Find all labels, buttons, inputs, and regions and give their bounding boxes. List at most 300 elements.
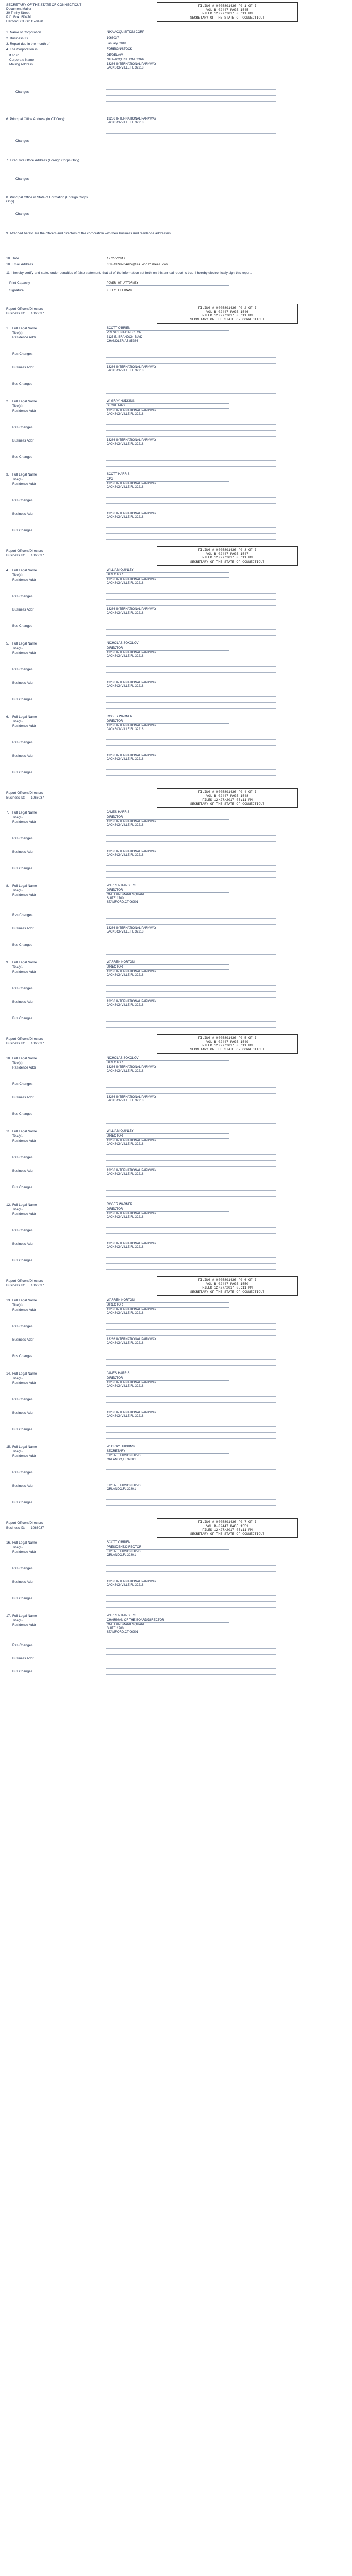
signature-label: Signature [9, 289, 24, 292]
residence-label: Residence Addr [12, 970, 36, 974]
changes-lines[interactable] [106, 164, 276, 182]
stamp-line: VOL B-02447 PAGE 1551 [206, 1524, 248, 1528]
officer-name: JAMES HARRIS [107, 1372, 130, 1375]
stamp-line: VOL B-02447 PAGE 1548 [206, 794, 248, 798]
change-line[interactable] [106, 1317, 276, 1324]
change-line[interactable] [106, 521, 276, 528]
change-line[interactable] [106, 587, 276, 594]
officer-number: 6. [6, 715, 9, 719]
change-line[interactable] [106, 387, 276, 394]
changes-lines[interactable] [106, 1222, 276, 1240]
change-line[interactable] [106, 1566, 276, 1572]
change-line[interactable] [106, 1427, 276, 1433]
officer-number: 13. [6, 1299, 11, 1302]
business-address-line: 13286 INTERNATIONAL PARKWAY [107, 366, 157, 369]
titles-underline [106, 1622, 229, 1623]
change-line[interactable] [106, 358, 276, 364]
officer-name: W. GRAY HUDKINS [107, 400, 135, 403]
business-address-line: 13286 INTERNATIONAL PARKWAY [107, 1580, 157, 1583]
business-address-line: JACKSONVILLE,FL 32218 [107, 1099, 144, 1103]
business-address-label: Business Addr [12, 366, 34, 369]
changes-lines[interactable] [106, 660, 276, 679]
corp-type-value: FOREIGN/STOCK [107, 48, 132, 51]
changes-lines[interactable] [106, 1009, 276, 1028]
change-line[interactable] [106, 498, 276, 504]
change-line[interactable] [106, 697, 276, 703]
full-legal-name-label: Full Legal Name [12, 1541, 37, 1545]
changes-lines[interactable] [106, 859, 276, 878]
stamp-line: SECRETARY OF THE STATE OF CONNECTICUT [190, 802, 265, 806]
mailing-address-line2: JACKSONVILLE,FL 32218 [107, 66, 144, 70]
officer-titles: DIRECTOR [107, 1134, 123, 1138]
change-line[interactable] [106, 534, 276, 540]
corp-name-label: 1. Name of Corporation [6, 31, 41, 35]
changes-lines[interactable] [106, 1075, 276, 1094]
changes-lines[interactable] [106, 1317, 276, 1336]
name-underline [106, 1060, 229, 1061]
change-line[interactable] [106, 1075, 276, 1081]
changes-lines[interactable] [106, 1391, 276, 1409]
titles-label: Title(s) [12, 647, 23, 650]
business-address-line: JACKSONVILLE,FL 32218 [107, 369, 144, 372]
stamp-line: SECRETARY OF THE STATE OF CONNECTICUT [190, 1290, 265, 1294]
change-line[interactable] [106, 1397, 276, 1403]
officer-name: W. GRAY HUDKINS [107, 1445, 135, 1448]
principal-office-formation-label: 8. Principal Office in State of Formation (Foreign Corps Only) [6, 196, 88, 204]
stamp-line: FILING # 0005891436 PG 4 OF 7 [198, 790, 257, 794]
res-changes-label: Res Changes [12, 1643, 33, 1647]
business-id-label: Business ID: [6, 1042, 25, 1045]
change-line[interactable] [106, 906, 276, 912]
change-line[interactable] [106, 1105, 276, 1111]
change-line[interactable] [106, 1148, 276, 1155]
business-address-label: Business Addr [12, 1242, 34, 1246]
officer-number: 11. [6, 1130, 11, 1133]
change-line[interactable] [106, 528, 276, 534]
change-line[interactable] [106, 1500, 276, 1506]
change-line[interactable] [106, 1636, 276, 1642]
bus-changes-label: Bus Changes [12, 1016, 33, 1020]
res-changes-label: Res Changes [12, 595, 33, 598]
change-line[interactable] [106, 1228, 276, 1234]
change-line[interactable] [106, 448, 276, 454]
change-line[interactable] [106, 770, 276, 776]
changes-lines[interactable] [106, 764, 276, 782]
titles-underline [106, 723, 229, 724]
changes-lines[interactable] [106, 1105, 276, 1124]
changes-lines[interactable] [106, 906, 276, 925]
stamp-line: FILED 12/27/2017 05:11 PM [202, 1528, 253, 1532]
change-line[interactable] [106, 594, 276, 600]
change-line[interactable] [106, 919, 276, 925]
change-line[interactable] [106, 630, 276, 636]
changes-lines[interactable] [106, 1251, 276, 1270]
changes-lines[interactable] [106, 690, 276, 709]
bus-changes-label: Bus Changes [12, 698, 33, 701]
titles-label: Title(s) [12, 816, 23, 819]
change-line[interactable] [106, 1589, 276, 1596]
residence-address-line: 13286 INTERNATIONAL PARKWAY [107, 1066, 157, 1069]
change-line[interactable] [106, 1560, 276, 1566]
residence-address-line: SUITE 1700 [107, 897, 124, 900]
stamp-line: SECRETARY OF THE STATE OF CONNECTICUT [190, 560, 265, 564]
full-legal-name-label: Full Legal Name [12, 473, 37, 477]
change-line[interactable] [106, 381, 276, 387]
change-line[interactable] [106, 425, 276, 431]
residence-address-line: JACKSONVILLE,FL 32218 [107, 486, 144, 489]
res-changes-label: Res Changes [12, 913, 33, 917]
titles-label: Title(s) [12, 1208, 23, 1211]
officer-number: 10. [6, 1057, 11, 1060]
titles-underline [106, 1307, 229, 1308]
titles-label: Title(s) [12, 1377, 23, 1380]
full-legal-name-label: Full Legal Name [12, 961, 37, 964]
business-address-line: JACKSONVILLE,FL 32218 [107, 854, 144, 857]
header-line: 30 Trinity Street [6, 11, 30, 15]
change-line[interactable] [106, 345, 276, 351]
change-line[interactable] [106, 1649, 276, 1655]
res-changes-label: Res Changes [12, 987, 33, 990]
change-line[interactable] [106, 986, 276, 992]
changes-lines[interactable] [106, 1560, 276, 1578]
business-id-label: Business ID: [6, 554, 25, 557]
full-legal-name-label: Full Legal Name [12, 1299, 37, 1302]
business-address-label: Business Addr [12, 681, 34, 685]
change-line[interactable] [106, 1596, 276, 1602]
bus-changes-label: Bus Changes [12, 455, 33, 459]
change-line[interactable] [106, 912, 276, 919]
officer-number: 15. [6, 1445, 11, 1449]
officer-name: ROGER WARNER [107, 1203, 133, 1206]
change-line[interactable] [106, 992, 276, 998]
titles-label: Title(s) [12, 965, 23, 969]
officer-name: SCOTT HARRIS [107, 473, 130, 476]
change-line[interactable] [106, 673, 276, 679]
business-address-label: Business Addr [12, 1411, 34, 1415]
changes-lines[interactable] [106, 1589, 276, 1608]
change-line[interactable] [106, 948, 276, 955]
officer-name: WARREN KANDERS [107, 1614, 137, 1617]
signature-value: KELLY LETTMANN [107, 289, 133, 292]
change-line[interactable] [106, 746, 276, 752]
res-changes-label: Res Changes [12, 837, 33, 840]
business-address-line: 13286 INTERNATIONAL PARKWAY [107, 1411, 157, 1414]
change-line[interactable] [106, 942, 276, 948]
changes-lines[interactable] [106, 734, 276, 752]
change-line[interactable] [106, 764, 276, 770]
officer-titles: SECRETARY [107, 404, 126, 408]
changes-lines[interactable] [106, 1347, 276, 1366]
business-address-label: Business Addr [12, 927, 34, 930]
changes-lines[interactable] [106, 1636, 276, 1655]
filing-stamp [157, 304, 298, 324]
change-line[interactable] [106, 1663, 276, 1669]
change-line[interactable] [106, 1403, 276, 1409]
changes-lines[interactable] [106, 1464, 276, 1482]
stamp-line: FILED 12/27/2017 05:11 PM [202, 556, 253, 560]
business-address-label: Business Addr [12, 1169, 34, 1173]
stamp-line: VOL B-02447 PAGE 1550 [206, 1282, 248, 1286]
corporate-name-value: NIKA ACQUISITION CORP [107, 58, 145, 61]
titles-label: Title(s) [12, 573, 23, 577]
print-capacity-line [106, 285, 229, 286]
titles-label: Title(s) [12, 1450, 23, 1453]
bus-changes-label: Bus Changes [12, 1597, 33, 1600]
change-line[interactable] [106, 836, 276, 842]
officer-number: 14. [6, 1372, 11, 1376]
business-address-label: Business Addr [12, 608, 34, 612]
residence-address-line: JACKSONVILLE,FL 32218 [107, 1070, 144, 1073]
changes-lines[interactable] [106, 345, 276, 364]
change-line[interactable] [106, 1184, 276, 1191]
residence-address-line: JACKSONVILLE,FL 32218 [107, 413, 144, 416]
change-line[interactable] [106, 866, 276, 872]
change-line[interactable] [106, 734, 276, 740]
business-id-value: 1066037 [31, 1284, 44, 1287]
residence-address-line: ORLANDO,FL 32801 [107, 1458, 136, 1461]
changes-lines[interactable] [106, 448, 276, 467]
business-address-line: 13286 INTERNATIONAL PARKWAY [107, 1169, 157, 1172]
email-value: CCP-CTSB-DAWRY@imalwoolfsbees.com [107, 263, 168, 266]
business-address-label: Business Addr [12, 439, 34, 443]
changes-lines[interactable] [106, 1494, 276, 1512]
change-line[interactable] [106, 1420, 276, 1427]
change-line[interactable] [106, 623, 276, 630]
business-address-line: 13286 INTERNATIONAL PARKWAY [107, 608, 157, 611]
res-changes-label: Res Changes [12, 1082, 33, 1086]
change-line[interactable] [106, 690, 276, 697]
report-officers-title: Report Officers/Directors [6, 791, 43, 795]
full-legal-name-label: Full Legal Name [12, 569, 37, 572]
officer-name: WILLIAM QUINLEY [107, 569, 134, 572]
business-id-value: 1066037 [31, 312, 44, 315]
change-line[interactable] [106, 1088, 276, 1094]
titles-underline [106, 408, 229, 409]
officer-name: NICHOLAS SOKOLOV [107, 1057, 139, 1060]
change-line[interactable] [106, 454, 276, 461]
certify-note: 11. I hereby certify and state, under penalties of false statement, that all of the information set forth on this annual report is true. I hereby electronically sign this report. [6, 271, 252, 275]
officer-name: WARREN NORTON [107, 961, 135, 964]
residence-address-line: STAMFORD,CT 06901 [107, 901, 139, 904]
titles-label: Title(s) [12, 1134, 23, 1138]
change-line[interactable] [106, 1015, 276, 1022]
officer-name: WILLIAM QUINLEY [107, 1130, 134, 1133]
changes-lines[interactable] [106, 587, 276, 606]
changes-lines[interactable] [106, 617, 276, 636]
business-address-line: 13286 INTERNATIONAL PARKWAY [107, 681, 157, 684]
residence-address-line: JACKSONVILLE,FL 32218 [107, 1385, 144, 1388]
mailing-address-label: Mailing Address [9, 63, 33, 66]
change-line[interactable] [106, 842, 276, 848]
change-line[interactable] [106, 461, 276, 467]
changes-lines[interactable] [106, 521, 276, 540]
residence-address-line: JACKSONVILLE,FL 32218 [107, 1143, 144, 1146]
officer-number: 12. [6, 1203, 11, 1207]
full-legal-name-label: Full Legal Name [12, 327, 37, 330]
change-line[interactable] [106, 1572, 276, 1578]
residence-address-line: JACKSONVILLE,FL 32218 [107, 1312, 144, 1315]
change-line[interactable] [106, 1161, 276, 1167]
change-line[interactable] [106, 1391, 276, 1397]
residence-address-line: 13286 INTERNATIONAL PARKWAY [107, 820, 157, 823]
officer-name: SCOTT O'BRIEN [107, 1541, 131, 1544]
change-line[interactable] [106, 1324, 276, 1330]
bus-changes-label: Bus Changes [12, 1670, 33, 1673]
officer-name: JAMES HARRIS [107, 811, 130, 814]
titles-label: Title(s) [12, 1303, 23, 1307]
changes-lines[interactable] [106, 1148, 276, 1167]
change-line[interactable] [106, 1464, 276, 1470]
change-line[interactable] [106, 431, 276, 437]
principal-office-line1: 13286 INTERNATIONAL PARKWAY [107, 117, 157, 121]
change-line[interactable] [106, 703, 276, 709]
business-id-label: Business ID: [6, 312, 25, 315]
name-underline [106, 403, 229, 404]
changes-lines[interactable] [106, 979, 276, 998]
change-line[interactable] [106, 1251, 276, 1258]
header-line: Document Mailer [6, 7, 32, 11]
change-line[interactable] [106, 1476, 276, 1482]
change-line[interactable] [106, 1009, 276, 1015]
residence-address-line: 13286 INTERNATIONAL PARKWAY [107, 1308, 157, 1311]
change-line[interactable] [106, 1347, 276, 1353]
change-line[interactable] [106, 1178, 276, 1184]
changes-lines[interactable] [106, 200, 276, 218]
stamp-line: VOL B-02447 PAGE 1549 [206, 1040, 248, 1044]
bus-changes-label: Bus Changes [12, 382, 33, 386]
changes-lines[interactable] [106, 829, 276, 848]
changes-lines[interactable] [106, 1663, 276, 1681]
changes-label: Changes [15, 177, 29, 181]
titles-label: Title(s) [12, 478, 23, 481]
changes-lines[interactable] [106, 77, 276, 102]
titles-underline [106, 1549, 229, 1550]
change-line[interactable] [106, 1111, 276, 1117]
change-line[interactable] [106, 1117, 276, 1124]
residence-label: Residence Addr [12, 1550, 36, 1554]
change-line[interactable] [106, 667, 276, 673]
change-line[interactable] [106, 1675, 276, 1681]
change-line[interactable] [106, 1494, 276, 1500]
titles-underline [106, 650, 229, 651]
changes-lines[interactable] [106, 1178, 276, 1197]
change-line[interactable] [106, 1602, 276, 1608]
change-line[interactable] [106, 829, 276, 836]
change-line[interactable] [106, 418, 276, 425]
residence-address-line: ONE LANDMARK SQUARE [107, 893, 146, 896]
residence-address-line: 3120 N. HUDSON BLVD [107, 1550, 141, 1553]
residence-label: Residence Addr [12, 1381, 36, 1385]
stamp-line: SECRETARY OF THE STATE OF CONNECTICUT [190, 1047, 265, 1052]
officer-titles: DIRECTOR [107, 889, 123, 892]
changes-lines[interactable] [106, 418, 276, 437]
business-address-line: JACKSONVILLE,FL 32218 [107, 1584, 144, 1587]
residence-address-line: CHANDLER,AZ 85286 [107, 340, 138, 343]
change-line[interactable] [106, 617, 276, 623]
changes-lines[interactable] [106, 936, 276, 955]
change-line[interactable] [106, 872, 276, 878]
change-line[interactable] [106, 1330, 276, 1336]
titles-label: Title(s) [12, 889, 23, 892]
change-line[interactable] [106, 351, 276, 358]
change-line[interactable] [106, 1191, 276, 1197]
titles-label: Title(s) [12, 404, 23, 408]
change-line[interactable] [106, 1234, 276, 1240]
change-line[interactable] [106, 936, 276, 942]
officer-name: SCOTT O'BRIEN [107, 327, 131, 330]
change-line[interactable] [106, 1081, 276, 1088]
change-line[interactable] [106, 1222, 276, 1228]
officer-titles: DIRECTOR [107, 1303, 123, 1307]
residence-address-line: 13286 INTERNATIONAL PARKWAY [107, 1381, 157, 1384]
change-line[interactable] [106, 1155, 276, 1161]
change-line[interactable] [106, 1506, 276, 1512]
date-value: 12/27/2017 [107, 257, 126, 260]
change-line[interactable] [106, 740, 276, 746]
business-address-label: Business Addr [12, 754, 34, 758]
name-underline [106, 1302, 229, 1303]
change-line[interactable] [106, 1353, 276, 1360]
changes-lines[interactable] [106, 492, 276, 510]
changes-lines[interactable] [106, 128, 276, 146]
residence-label: Residence Addr [12, 578, 36, 582]
res-changes-label: Res Changes [12, 1325, 33, 1328]
change-line[interactable] [106, 600, 276, 606]
change-line[interactable] [106, 375, 276, 381]
change-line[interactable] [106, 1022, 276, 1028]
change-line[interactable] [106, 859, 276, 866]
full-legal-name-label: Full Legal Name [12, 1130, 37, 1133]
business-address-label: Business Addr [12, 1580, 34, 1584]
business-address-label: Business Addr [12, 1657, 34, 1660]
business-address-label: Business Addr [12, 1484, 34, 1488]
bus-changes-label: Bus Changes [12, 529, 33, 532]
change-line[interactable] [106, 1264, 276, 1270]
change-line[interactable] [106, 1360, 276, 1366]
officer-titles: DIRECTOR [107, 647, 123, 650]
stamp-line: FILED 12/27/2017 05:11 PM [202, 1286, 253, 1290]
change-line[interactable] [106, 1433, 276, 1439]
change-line[interactable] [106, 776, 276, 782]
bus-changes-label: Bus Changes [12, 1501, 33, 1504]
officer-titles: DIRECTOR [107, 965, 123, 969]
business-address-label: Business Addr [12, 512, 34, 516]
changes-lines[interactable] [106, 1420, 276, 1439]
change-line[interactable] [106, 1669, 276, 1675]
residence-label: Residence Addr [12, 409, 36, 413]
business-id-label: 2. Business ID [6, 37, 28, 40]
changes-lines[interactable] [106, 375, 276, 394]
change-line[interactable] [106, 504, 276, 510]
residence-address-line: 13286 INTERNATIONAL PARKWAY [107, 724, 157, 727]
titles-underline [106, 1138, 229, 1139]
officer-number: 4. [6, 569, 9, 572]
change-line[interactable] [106, 1642, 276, 1649]
bus-changes-label: Bus Changes [12, 1259, 33, 1262]
officer-number: 9. [6, 961, 9, 964]
residence-label: Residence Addr [12, 336, 36, 340]
change-line[interactable] [106, 492, 276, 498]
name-underline [106, 572, 229, 573]
corporate-name-label: Corporate Name [9, 58, 35, 62]
change-line[interactable] [106, 1258, 276, 1264]
change-line[interactable] [106, 660, 276, 667]
change-line[interactable] [106, 1470, 276, 1476]
business-address-line: JACKSONVILLE,FL 32218 [107, 443, 144, 446]
business-id-label: Business ID: [6, 1284, 25, 1287]
change-line[interactable] [106, 979, 276, 986]
full-legal-name-label: Full Legal Name [12, 884, 37, 888]
